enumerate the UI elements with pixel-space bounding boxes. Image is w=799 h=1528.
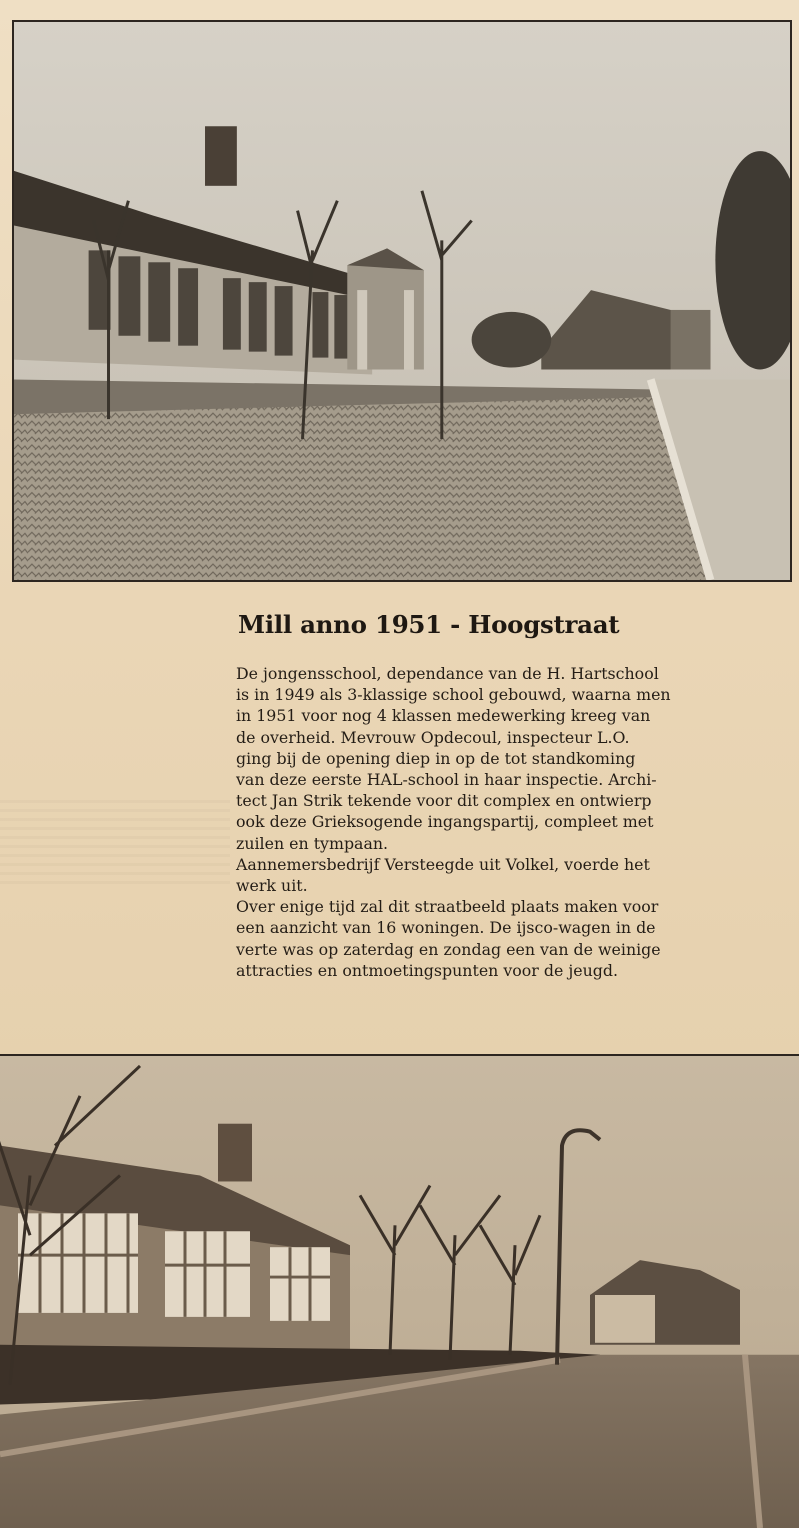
- article: [232, 610, 792, 981]
- bleed-through-text: [0, 800, 230, 890]
- article-line: tect Jan Strik tekende voor dit complex en ontwierp: [236, 791, 652, 811]
- article-line: zuilen en tympaan.: [236, 833, 389, 853]
- article-headline: Mill anno 1951 - Hoogstraat: [238, 610, 620, 639]
- article-line: van deze eerste HAL-school in haar inspectie. Archi-: [236, 770, 657, 790]
- article-line: is in 1949 als 3-klassige school gebouwd, waarna men: [236, 685, 671, 705]
- photo-school-present-image: [0, 1056, 799, 1528]
- article-line: in 1951 voor nog 4 klassen medewerking kreeg van: [236, 706, 651, 726]
- article-line: De jongensschool, dependance van de H. Hartschool: [236, 664, 659, 683]
- photo-school-present: [0, 1054, 799, 1528]
- article-body: [232, 663, 792, 981]
- article-line: attracties en ontmoetingspunten voor de jeugd.: [236, 960, 619, 980]
- article-line: een aanzicht van 16 woningen. De ijsco-wagen in de: [236, 918, 656, 938]
- article-line: Over enige tijd zal dit straatbeeld plaats maken voor: [236, 897, 659, 917]
- photo-school-1951: [12, 20, 792, 582]
- photo-school-1951-image: [14, 22, 790, 580]
- article-line: Aannemersbedrijf Versteegde uit Volkel, voerde het: [236, 854, 650, 874]
- article-line: ging bij de opening diep in op de tot standkoming: [236, 748, 636, 768]
- article-line: ook deze Grieksogende ingangspartij, compleet met: [236, 812, 654, 832]
- article-line: verte was op zaterdag en zondag een van de weinige: [236, 939, 661, 959]
- article-line: de overheid. Mevrouw Opdecoul, inspecteur L.O.: [236, 727, 630, 747]
- article-line: werk uit.: [236, 876, 308, 896]
